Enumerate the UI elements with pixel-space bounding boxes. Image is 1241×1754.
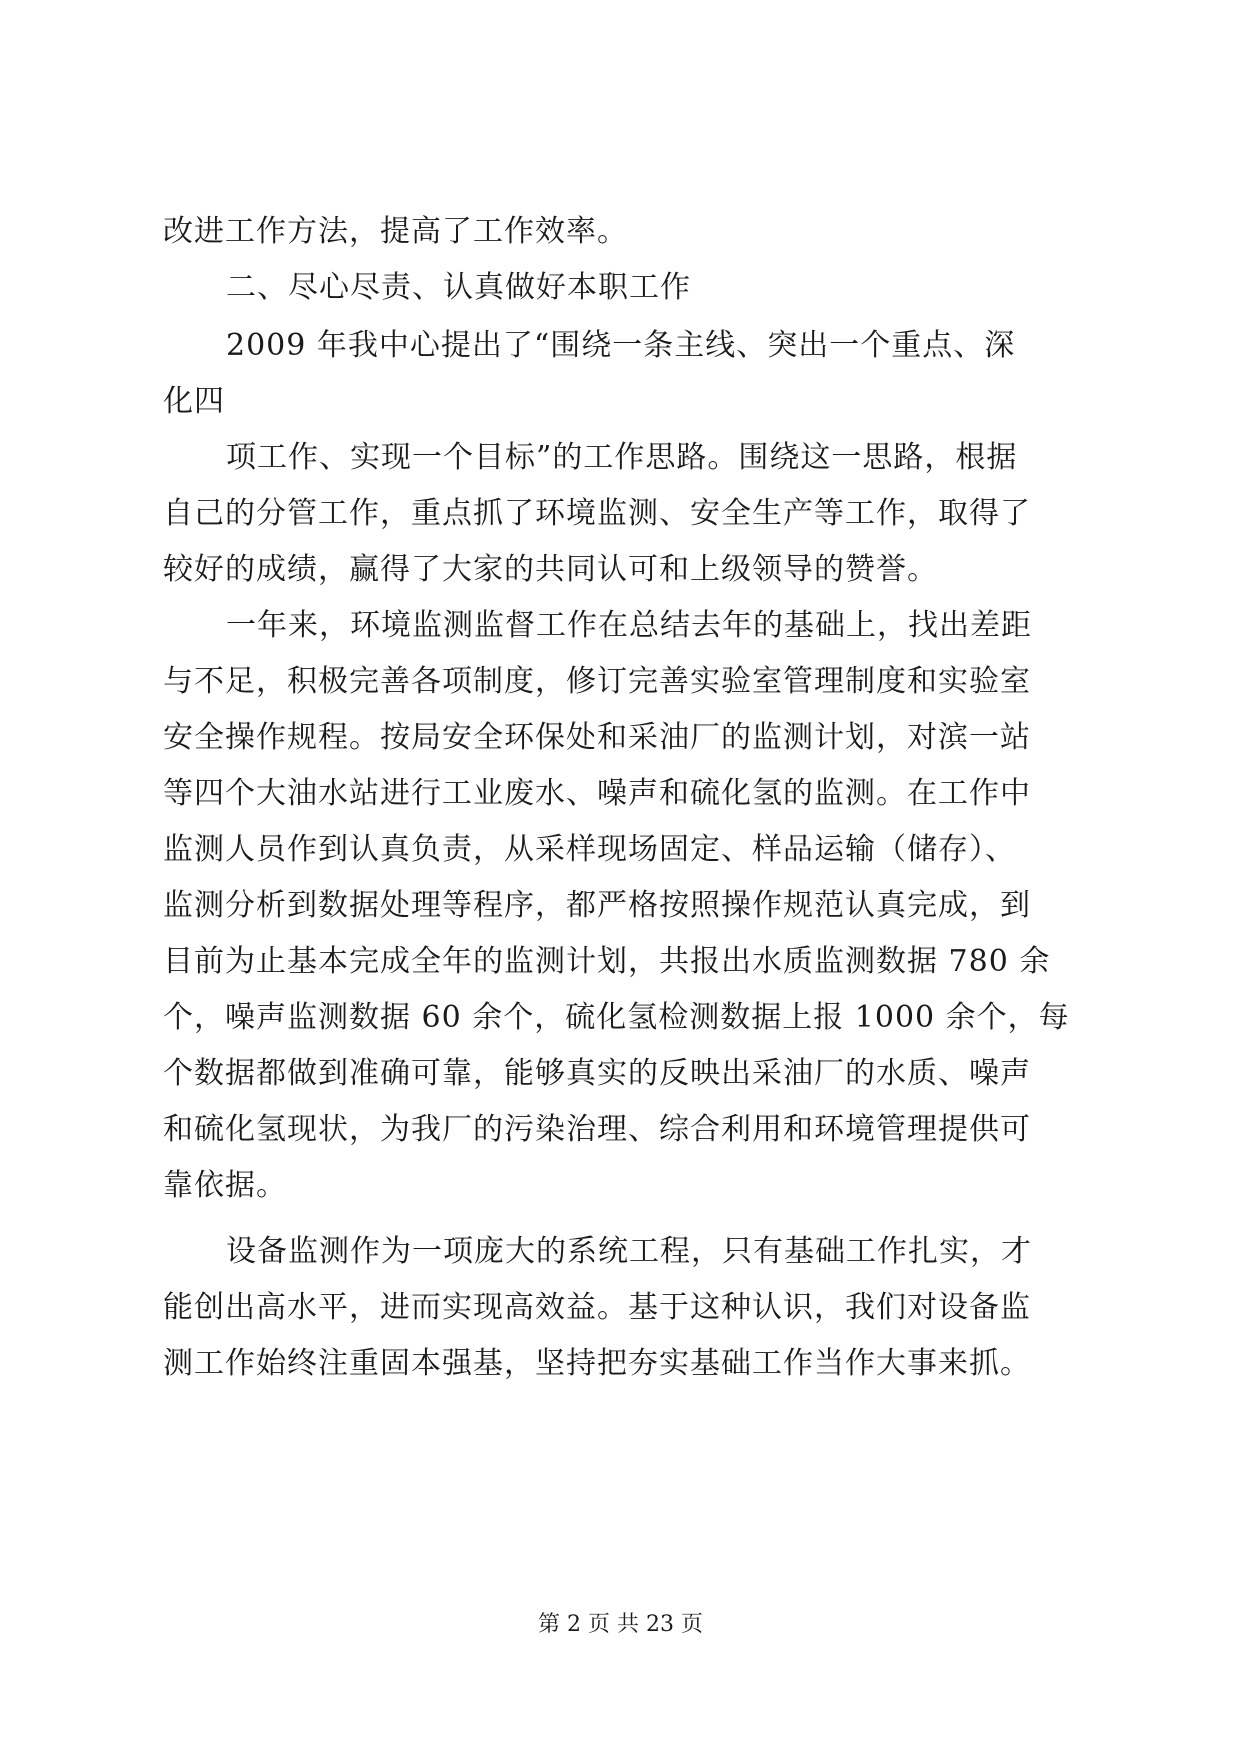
text-line: 等四个大油水站进行工业废水、噪声和硫化氢的监测。在工作中 [163,776,1031,811]
text-line: 较好的成绩，赢得了大家的共同认可和上级领导的赞誉。 [163,552,938,587]
text-line: 安全操作规程。按局安全环保处和采油厂的监测计划，对滨一站 [163,720,1031,755]
text-line: 测工作始终注重固本强基，坚持把夯实基础工作当作大事来抓。 [163,1346,1031,1381]
text-line: 个数据都做到准确可靠，能够真实的反映出采油厂的水质、噪声 [163,1056,1031,1091]
text-line: 项工作、实现一个目标”的工作思路。围绕这一思路，根据 [226,440,1018,475]
text-line: 能创出高水平，进而实现高效益。基于这种认识，我们对设备监 [163,1290,1031,1325]
section-heading: 二、尽心尽责、认真做好本职工作 [226,270,691,305]
text-line: 设备监测作为一项庞大的系统工程，只有基础工作扎实，才 [226,1234,1032,1269]
text-line: 一年来，环境监测监督工作在总结去年的基础上，找出差距 [226,608,1032,643]
text-line: 目前为止基本完成全年的监测计划，共报出水质监测数据 780 余 [163,944,1051,979]
text-line: 靠依据。 [163,1168,287,1203]
text-line: 监测人员作到认真负责，从采样现场固定、样品运输（储存）、 [163,832,1016,867]
text-line: 监测分析到数据处理等程序，都严格按照操作规范认真完成，到 [163,888,1031,923]
text-line: 和硫化氢现状，为我厂的污染治理、综合利用和环境管理提供可 [163,1112,1031,1147]
page-number: 第 2 页 共 23 页 [538,1612,703,1637]
text-line: 自己的分管工作，重点抓了环境监测、安全生产等工作，取得了 [163,496,1031,531]
text-line: 改进工作方法，提高了工作效率。 [163,214,628,249]
text-line: 2009 年我中心提出了“围绕一条主线、突出一个重点、深 [226,328,1016,363]
text-line: 个，噪声监测数据 60 余个，硫化氢检测数据上报 1000 余个，每 [163,1000,1070,1035]
text-line: 与不足，积极完善各项制度，修订完善实验室管理制度和实验室 [163,664,1031,699]
text-line: 化四 [163,384,225,419]
